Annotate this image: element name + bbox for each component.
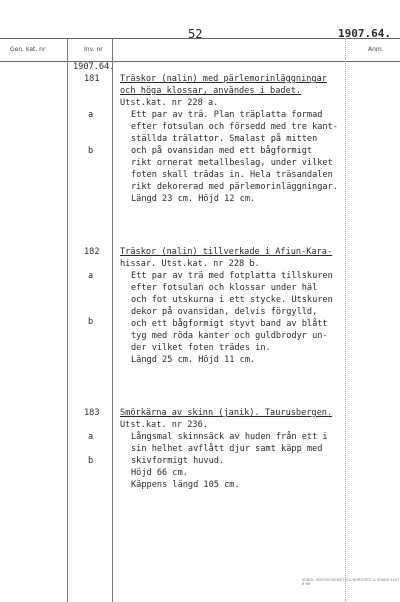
description-line: rikt ornerat metallbeslag, under vilket (131, 158, 333, 168)
description-line: tyg med röda kanter och guldbrodyr un- (131, 331, 328, 341)
description-line: foten skall trädas in. Hela träsandalen (131, 170, 333, 180)
page-number: 52 (188, 27, 203, 41)
column-divider (345, 38, 346, 602)
dimensions-line: Höjd 66 cm. (131, 468, 188, 478)
part-label: b (88, 146, 94, 156)
inventory-number: 182 (84, 247, 100, 257)
part-label: a (88, 432, 94, 442)
description-line: efter fotsulan och klossar under häl (131, 283, 318, 293)
entry-title-line: Träskor (nalin) tillverkade i Afiun-Kara- (120, 247, 333, 257)
year-marker: 1907.64. (73, 62, 115, 72)
entry-title-line: Smörkärna av skinn (janik). Taurusbergen. (120, 408, 333, 418)
description-line: skivformigt huvud. (131, 456, 225, 466)
description-line: efter fotsulan och försedd med tre kant- (131, 122, 338, 132)
description-line: ställda trälattor. Smalast på mitten (131, 134, 318, 144)
inventory-number: 181 (84, 74, 100, 84)
header-bottom-rule (0, 61, 400, 62)
description-line: Ett par av trä med fotplatta tillskuren (131, 271, 333, 281)
part-label: b (88, 456, 94, 466)
entry-title-line: Träskor (nalin) med pärlemorinläggningar (120, 74, 327, 84)
description-line: och på ovansidan med ett bågformigt (131, 146, 313, 156)
header-top-rule (0, 38, 400, 39)
exhibition-catalog-ref: Utst.kat. nr 228 a. (120, 98, 219, 108)
exhibition-catalog-ref: Utst.kat. nr 236. (120, 420, 208, 430)
column-divider (112, 38, 113, 602)
part-label: b (88, 317, 94, 327)
description-line: och ett bågformigt styvt band av blått (131, 319, 328, 329)
printer-imprint: KUNGL. BOKTRYCKERIET P.A. NORSTEDT & SÖNER 4407 B 68 (302, 578, 400, 586)
description-line: sin helhet avflått djur samt käpp med (131, 444, 323, 454)
description-line: Ett par av trä. Plan träplatta formad (131, 110, 323, 120)
column-header-inv: Inv. nr (84, 46, 103, 53)
part-label: a (88, 271, 94, 281)
entry-title-line: och höga klossar, användes i badet. (120, 86, 302, 96)
description-line: och fot utskurna i ett stycke. Utskuren (131, 295, 333, 305)
catalog-reference: 1907.64. (338, 27, 391, 40)
dimensions-line: Längd 23 cm. Höjd 12 cm. (131, 194, 256, 204)
description-line: rikt dekorerad med pärlemorinläggningar. (131, 182, 338, 192)
entry-title-line: hissar. Utst.kat. nr 228 b. (120, 259, 260, 269)
column-divider (67, 38, 68, 602)
description-line: dekor på ovansidan, delvis förgylld, (131, 307, 318, 317)
description-line: Långsmal skinnsäck av huden från ett i (131, 432, 328, 442)
description-line: der vilket foten trädes in. (131, 343, 271, 353)
inventory-number: 183 (84, 408, 100, 418)
part-label: a (88, 110, 94, 120)
dimensions-line: Längd 25 cm. Höjd 11 cm. (131, 355, 256, 365)
dimensions-line: Käppens längd 105 cm. (131, 480, 240, 490)
column-header-gen-kat: Gen. kat. nr (10, 46, 46, 53)
column-header-anm: Anm. (368, 46, 384, 53)
